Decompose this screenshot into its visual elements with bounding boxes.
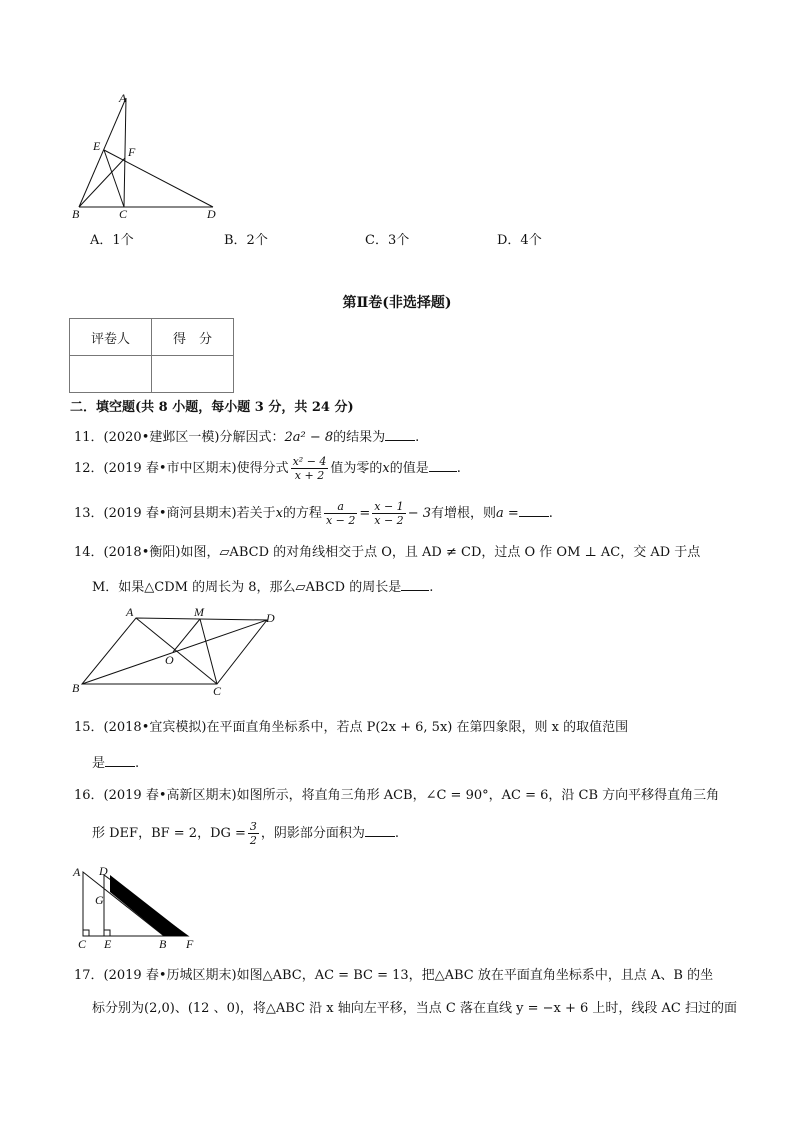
- right-angle-e: [104, 930, 110, 936]
- q12-end: .: [456, 461, 461, 476]
- choice-c: C．3个: [365, 233, 410, 248]
- label-D: D: [266, 611, 275, 625]
- seg-mc: [200, 619, 217, 684]
- label-A: A: [73, 865, 81, 879]
- label-B: B: [159, 937, 167, 951]
- label-F: F: [128, 145, 136, 159]
- q15-line2: 是: [92, 756, 106, 771]
- question-15-line-2: [92, 752, 139, 774]
- q13-prefix: 13．(2019 春•商河县期末)若关于: [74, 506, 276, 521]
- q13-f2-den: x − 2: [374, 514, 404, 527]
- line-AC: [124, 98, 126, 207]
- q13-mid: 的方程: [282, 506, 322, 521]
- q13-var: x: [275, 506, 283, 521]
- q16-line2a: 形 DEF，BF = 2，DG =: [92, 826, 246, 841]
- question-17-line-1: 17．(2019 春•历城区期末)如图△ABC，AC = BC = 13，把△ABC 放在平面直角坐标系中，且点 A、B 的坐: [74, 968, 714, 983]
- label-O: O: [165, 653, 174, 667]
- choice-d: D．4个: [497, 233, 542, 248]
- score-header-grader: 评卷人: [70, 319, 152, 356]
- question-14-line-1: 14．(2018•衡阳)如图，▱ABCD 的对角线相交于点 O，且 AD ≠ CD，过点 O 作 OM ⊥ AC，交 AD 于点: [74, 545, 701, 560]
- label-D: D: [99, 864, 108, 878]
- label-E: E: [93, 139, 101, 153]
- q13-blank[interactable]: [519, 502, 549, 517]
- q13-fraction-2: [372, 500, 405, 527]
- figure-q14: [60, 600, 300, 700]
- q13-eq: =: [359, 506, 371, 521]
- label-E: E: [104, 937, 112, 951]
- q12-fraction: [291, 455, 329, 482]
- q13-end: .: [548, 506, 553, 521]
- label-G: G: [95, 893, 104, 907]
- q12-den: x + 2: [294, 469, 325, 482]
- line-BF: [79, 158, 125, 207]
- choice-a: A．1个: [90, 233, 134, 248]
- seg-om: [173, 619, 200, 652]
- score-cell-score: [152, 356, 234, 393]
- q12-suffix: 值为零的: [330, 461, 383, 476]
- question-15-line-1: 15．(2018•宜宾模拟)在平面直角坐标系中，若点 P(2x + 6, 5x) 在第四象限，则 x 的取值范围: [74, 720, 629, 735]
- q13-avar: a =: [496, 506, 519, 521]
- q11-end: .: [415, 430, 420, 445]
- q16-den: 2: [249, 834, 257, 847]
- question-16-line-1: 16．(2019 春•高新区期末)如图所示，将直角三角形 ACB，∠C = 90°，AC = 6，沿 CB 方向平移得直角三角: [74, 788, 720, 803]
- choice-b: B．2个: [224, 233, 268, 248]
- q12-var: x: [382, 461, 390, 476]
- score-table: [69, 318, 234, 393]
- figure-q10: [60, 88, 240, 223]
- score-header-score: 得 分: [152, 319, 234, 356]
- q11-expr: 2a² − 8: [284, 430, 334, 445]
- q11-suffix: 的结果为: [333, 430, 386, 445]
- question-17-line-2: 标分别为(2,0)、(12 、0)，将△ABC 沿 x 轴向左平移，当点 C 落在直线 y = −x + 6 上时，线段 AC 扫过的面: [92, 1001, 737, 1016]
- q11-prefix: 11．(2020•建邺区一模)分解因式：: [74, 430, 285, 445]
- q15-end: .: [135, 756, 140, 771]
- label-D: D: [207, 207, 216, 221]
- q12-prefix: 12．(2019 春•市中区期末)使得分式: [74, 461, 289, 476]
- q14-line2: M．如果△CDM 的周长为 8，那么▱ABCD 的周长是: [92, 580, 402, 595]
- diag-bd: [82, 620, 267, 684]
- q16-num: 3: [249, 820, 257, 833]
- q16-line2b: ，阴影部分面积为: [260, 826, 365, 841]
- q13-f1-den: x − 2: [325, 514, 356, 527]
- question-11: [74, 426, 419, 448]
- label-C: C: [119, 207, 128, 221]
- line-ED: [104, 150, 213, 207]
- label-A: A: [126, 605, 134, 619]
- shaded-region: [110, 875, 188, 936]
- question-16-line-2: [92, 820, 399, 847]
- label-F: F: [186, 937, 194, 951]
- q12-num: x² − 4: [292, 455, 327, 468]
- q11-blank[interactable]: [385, 426, 415, 441]
- label-B: B: [72, 207, 80, 221]
- right-angle-c: [83, 930, 89, 936]
- label-B: B: [72, 681, 80, 695]
- q16-fraction: [248, 820, 259, 847]
- question-14-line-2: [92, 576, 433, 598]
- q12-blank[interactable]: [429, 457, 457, 472]
- q12-suffix2: 的值是: [389, 461, 429, 476]
- section-title: 第Ⅱ卷(非选择题): [342, 295, 452, 311]
- line-AB: [79, 98, 126, 207]
- q14-blank[interactable]: [401, 576, 429, 591]
- q16-blank[interactable]: [365, 822, 395, 837]
- q13-tail: − 3: [407, 506, 431, 521]
- q14-end: .: [429, 580, 434, 595]
- part-heading: 二．填空题(共 8 小题，每小题 3 分，共 24 分): [70, 400, 354, 415]
- label-A: A: [119, 91, 127, 105]
- q13-f2-num: x − 1: [374, 500, 404, 513]
- q16-end: .: [394, 826, 400, 841]
- q13-mid2: 有增根，则: [430, 506, 496, 521]
- score-cell-grader: [70, 356, 152, 393]
- question-12: [74, 455, 461, 482]
- q13-fraction-1: [324, 500, 357, 527]
- q15-blank[interactable]: [105, 752, 135, 767]
- figure-q16: [68, 862, 218, 954]
- label-C: C: [213, 684, 222, 698]
- q13-f1-num: a: [324, 500, 357, 514]
- label-M: M: [194, 605, 204, 619]
- label-C: C: [78, 937, 87, 951]
- question-13: [74, 500, 553, 527]
